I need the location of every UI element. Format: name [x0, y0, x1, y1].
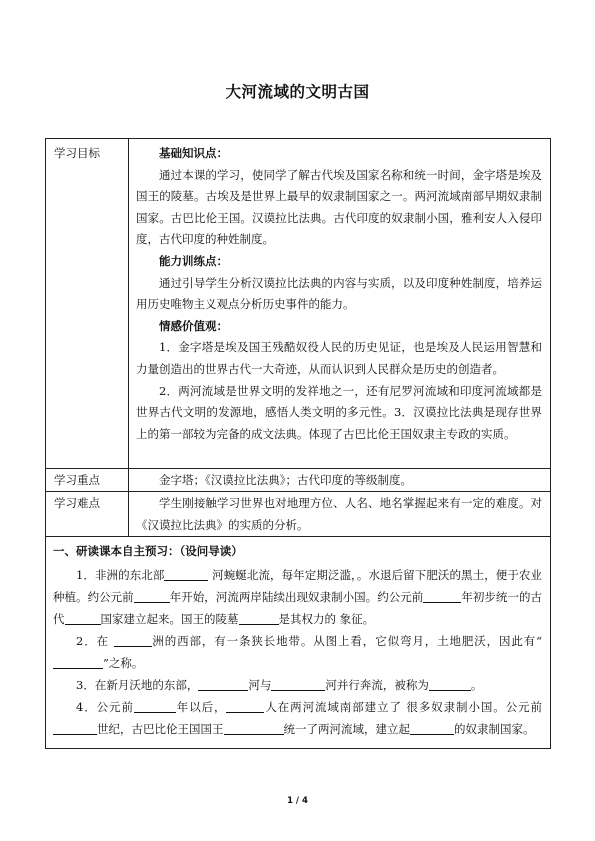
page-number: 1 / 4: [287, 796, 308, 806]
emotion-point-2: 2．两河流域是世界文明的发祥地之一，还有尼罗河流域和印度河流域都是世界古代文明的发源地，感悟人类文明的多元性。3．汉谟拉比法典是现存世界上的第一部较为完备的成文法典。体现了古巴比伦王国奴隶主专政的实质。: [136, 383, 542, 441]
difficult-label: 学习难点: [54, 496, 100, 510]
answer-blank[interactable]: [65, 610, 101, 625]
answer-blank[interactable]: [226, 698, 264, 713]
question-1: 1．非洲的东北部 河蜿蜒北流，每年定期泛滥，。水退后留下肥沃的黑土，便于农业种植。约公元前 年开始，河流两岸陆续出现奴隶制小国。约公元前 年初步统一的古代 国家建立起来。国王的陵墓 是其权力的 象征。: [53, 568, 543, 626]
key-label: 学习重点: [54, 473, 100, 487]
question-4: 4．公元前 年以后， 人在两河流域南部建立了 很多奴隶制小国。公元前世纪，古巴比伦王国国王 统一了两河流域，建立起 的奴隶制国家。: [53, 696, 542, 740]
answer-blank[interactable]: [239, 610, 279, 625]
answer-blank[interactable]: [198, 676, 248, 691]
answer-blank[interactable]: [410, 720, 454, 735]
basic-text: 通过本课的学习，使同学了解古代埃及国家名称和统一时间，金字塔是埃及国王的陵墓。古埃及是世界上最早的奴隶制国家之一。两河流域南部早期奴隶制国家。古巴比伦王国。汉谟拉比法典。古代印度的奴隶制小国，雅利安人入侵印度，古代印度的种姓制度。: [136, 167, 542, 247]
answer-blank[interactable]: [134, 588, 170, 603]
document-title: 大河流域的文明古国: [225, 83, 370, 101]
goals-label: 学习目标: [54, 146, 100, 160]
answer-blank[interactable]: [53, 654, 103, 669]
goals-content: [136, 143, 542, 445]
ability-heading: 能力训练点：: [159, 253, 228, 268]
question-3: 3．在新月沃地的东部， 河与 河并行奔流，被称为 。: [76, 678, 483, 692]
answer-blank[interactable]: [271, 676, 325, 691]
question-2: 2．在 洲的西部，有一条狭长地带。从图上看，它似弯月，土地肥沃，因此有“”之称。: [53, 630, 542, 674]
lesson-table: [45, 138, 551, 749]
answer-blank[interactable]: [224, 720, 284, 735]
answer-blank[interactable]: [114, 632, 152, 647]
key-content: [136, 470, 542, 492]
key-text: 金字塔；《汉谟拉比法典》；古代印度的等级制度。: [159, 473, 412, 487]
emotion-heading: 情感价值观：: [159, 318, 228, 333]
emotion-point-1: 1．金字塔是埃及国王残酷奴役人民的历史见证，也是埃及人民运用智慧和力量创造出的世界古代一大奇迹，从而认识到人民群众是历史的创造者。: [136, 340, 542, 376]
ability-text: 通过引导学生分析汉谟拉比法典的内容与实质，以及印度种姓制度，培养运用历史唯物主义观点分析历史事件的能力。: [136, 275, 542, 312]
answer-blank[interactable]: [134, 698, 176, 713]
answer-blank[interactable]: [423, 588, 461, 603]
column-divider: [128, 139, 129, 536]
section-heading: 一、研读课本自主预习：（设问导读）: [53, 544, 243, 558]
answer-blank[interactable]: [53, 720, 97, 735]
basic-heading: 基础知识点：: [159, 146, 228, 160]
question-list: [53, 564, 542, 740]
difficult-content: [136, 493, 542, 536]
row-divider: [46, 468, 550, 469]
answer-blank[interactable]: [164, 566, 208, 581]
difficult-text: 学生刚接触学习世界也对地理方位、人名、地名掌握起来有一定的难度。对《汉谟拉比法典》的实质的分析。: [136, 496, 542, 532]
preview-section: [46, 537, 550, 748]
answer-blank[interactable]: [429, 676, 471, 691]
